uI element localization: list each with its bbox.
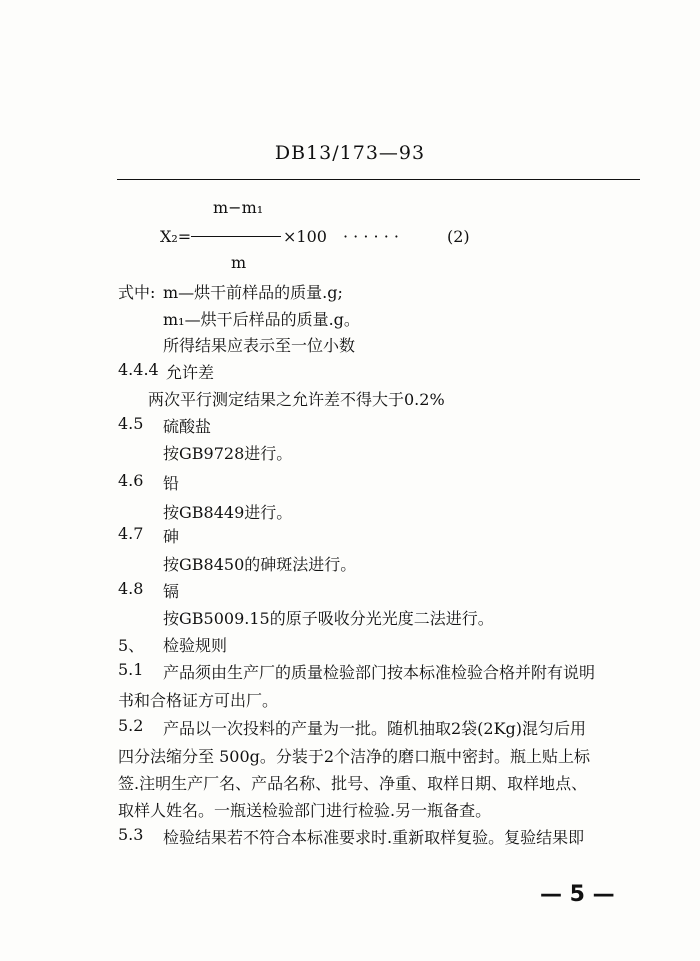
formula-numerator: m−m₁ bbox=[213, 198, 264, 217]
section-number: 5、 bbox=[118, 636, 145, 655]
paragraph-line: 产品以一次投料的产量为一批。随机抽取2袋(2Kg)混匀后用 bbox=[163, 719, 587, 738]
formula-lhs: X₂= bbox=[160, 227, 192, 246]
section-body: 按GB8450的砷斑法进行。 bbox=[163, 555, 357, 574]
formula-equation-number: (2) bbox=[447, 227, 470, 246]
where-intro: 式中: bbox=[118, 283, 156, 302]
paragraph-line: 签.注明生产厂名、产品名称、批号、净重、取样日期、取样地点、 bbox=[118, 774, 588, 793]
formula-denominator: m bbox=[231, 253, 247, 272]
formula-multiplier: ×100 bbox=[283, 227, 327, 246]
formula-dots: · · · · · · bbox=[343, 227, 399, 246]
section-number: 4.5 bbox=[118, 414, 144, 433]
result-precision-note: 所得结果应表示至一位小数 bbox=[163, 336, 356, 355]
paragraph-line: 产品须由生产厂的质量检验部门按本标准检验合格并附有说明 bbox=[163, 663, 596, 682]
section-title: 砷 bbox=[163, 527, 180, 546]
section-title: 检验规则 bbox=[163, 636, 228, 655]
paragraph-line: 四分法缩分至 500g。分装于2个洁净的磨口瓶中密封。瓶上贴上标 bbox=[118, 747, 591, 766]
section-title: 硫酸盐 bbox=[163, 417, 212, 436]
section-number: 4.4.4 bbox=[118, 360, 159, 379]
section-title: 镉 bbox=[163, 582, 180, 601]
page-number: — 5 — bbox=[540, 882, 615, 907]
paragraph-line: 书和合格证方可出厂。 bbox=[118, 691, 279, 710]
paragraph-line: 检验结果若不符合本标准要求时.重新取样复验。复验结果即 bbox=[163, 828, 585, 847]
section-body: 按GB8449进行。 bbox=[163, 503, 293, 522]
header-rule bbox=[117, 179, 640, 180]
where-m1-definition: m₁—烘干后样品的质量.g。 bbox=[163, 310, 360, 329]
section-number: 5.2 bbox=[118, 716, 144, 735]
section-body: 两次平行测定结果之允许差不得大于0.2% bbox=[148, 390, 445, 409]
document-number-header: DB13/173—93 bbox=[274, 142, 426, 164]
section-body: 按GB9728进行。 bbox=[163, 444, 293, 463]
where-m-definition: m—烘干前样品的质量.g; bbox=[163, 283, 343, 302]
fraction-bar bbox=[191, 236, 281, 237]
section-number: 4.6 bbox=[118, 471, 144, 490]
section-title: 铅 bbox=[163, 474, 180, 493]
section-number: 5.1 bbox=[118, 660, 144, 679]
paragraph-line: 取样人姓名。一瓶送检验部门进行检验.另一瓶备查。 bbox=[118, 801, 492, 820]
section-body: 按GB5009.15的原子吸收分光光度二法进行。 bbox=[163, 609, 494, 628]
section-title: 允许差 bbox=[166, 363, 215, 382]
section-number: 5.3 bbox=[118, 825, 144, 844]
section-number: 4.8 bbox=[118, 579, 144, 598]
section-number: 4.7 bbox=[118, 524, 144, 543]
